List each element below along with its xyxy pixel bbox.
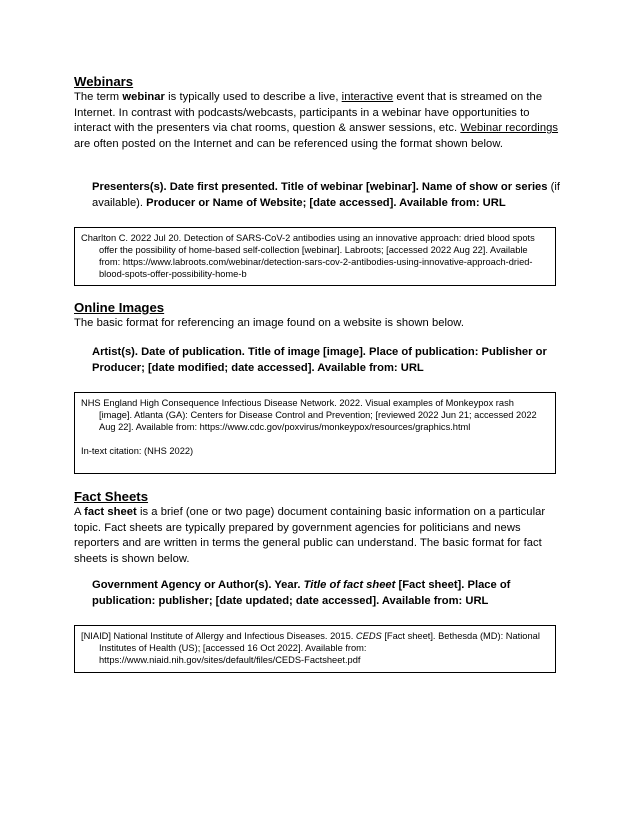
online-images-in-text: In-text citation: (NHS 2022)	[81, 446, 194, 456]
text-run: CEDS	[355, 631, 382, 641]
webinars-heading: Webinars	[74, 74, 134, 89]
fact-sheets-section	[74, 489, 562, 567]
text-run: (if available).	[92, 181, 560, 209]
online-images-body: The basic format for referencing an image found on a website is shown below.	[74, 317, 464, 329]
text-run: fact sheet	[84, 506, 137, 518]
text-run: The term	[74, 91, 123, 103]
online-images-heading: Online Images	[74, 300, 165, 315]
text-run: webinar	[122, 91, 165, 103]
text-run: A	[74, 506, 85, 518]
fact-sheets-heading: Fact Sheets	[74, 489, 149, 504]
text-run: [Fact sheet]. Bethesda (MD): National Institutes of Health (US); [accessed 16 Oct 2022]. Available from: https://www.niaid.nih.gov/sites/default/files/CEDS-Factsheet.pdf	[99, 631, 540, 665]
fact-sheets-body	[74, 505, 562, 567]
text-run: event that is streamed on the Internet. In contrast with podcasts/webcasts, participants in a webinar have opportunities to interact with the presenters via chat rooms, question & answer sessions, etc.	[74, 91, 543, 135]
online-images-example-ref: NHS England High Consequence Infectious Disease Network. 2022. Visual examples of Monkeypox rash [image]. Atlanta (GA): Centers for Disease Control and Prevention; [reviewed 2022 Jun 21; accessed 2022 Aug 22]. Available from: https://www.cdc.gov/poxvirus/monkeypox/resources/graphics.html	[81, 398, 537, 432]
text-run: [NIAID] National Institute of Allergy and Infectious Diseases. 2015.	[81, 631, 356, 641]
online-images-format: Artist(s). Date of publication. Title of image [image]. Place of publication: Publisher or Producer; [date modified; date accessed]. Available from: URL	[92, 346, 547, 374]
text-run: Producer or Name of Website; [date accessed]. Available from: URL	[146, 196, 506, 209]
fact-sheets-example-ref	[81, 630, 549, 666]
text-run: Presenters(s). Date first presented. Title of webinar [webinar]. Name of show or series	[92, 181, 551, 193]
text-run: Government Agency or Author(s). Year.	[92, 579, 304, 591]
text-run: is a brief (one or two page) document containing basic information on a particular topic. Fact sheets are typically prepared by government agencies for politicians and news reporters and are written in terms the general public can understand. The basic format for fact sheets is shown below.	[74, 506, 546, 565]
text-run: is typically used to describe a live,	[164, 91, 342, 103]
online-images-example-box	[74, 392, 556, 474]
text-run: are often posted on the Internet and can be referenced using the format shown below.	[74, 137, 503, 150]
text-run: Title of fact sheet	[303, 579, 396, 591]
webinars-section	[74, 74, 562, 152]
text-run: [Fact sheet]. Place of publication: publisher; [date updated; date accessed]. Available from: URL	[92, 579, 511, 607]
fact-sheets-example-box	[74, 625, 556, 673]
webinars-format	[74, 180, 562, 211]
text-run: Webinar recordings	[460, 122, 559, 135]
webinars-format-section	[74, 180, 562, 211]
webinars-body	[74, 90, 562, 152]
text-run: interactive	[341, 91, 394, 103]
fact-sheets-format-section	[74, 578, 562, 609]
webinars-example-ref: Charlton C. 2022 Jul 20. Detection of SARS-CoV-2 antibodies using an innovative approach: dried blood spots offer the possibility of home-based self-collection [webinar]. Labroots; [accessed 2022 Aug 22]. Available from: https://www.labroots.com/webinar/detection-sars-cov-2-antibodies-using-innovative-approach-dried-blood-spots-offer-possibility-home-b	[81, 233, 535, 279]
fact-sheets-format	[74, 578, 562, 609]
online-images-section	[74, 300, 562, 332]
webinars-example-box	[74, 227, 556, 286]
online-images-format-section	[74, 345, 562, 376]
